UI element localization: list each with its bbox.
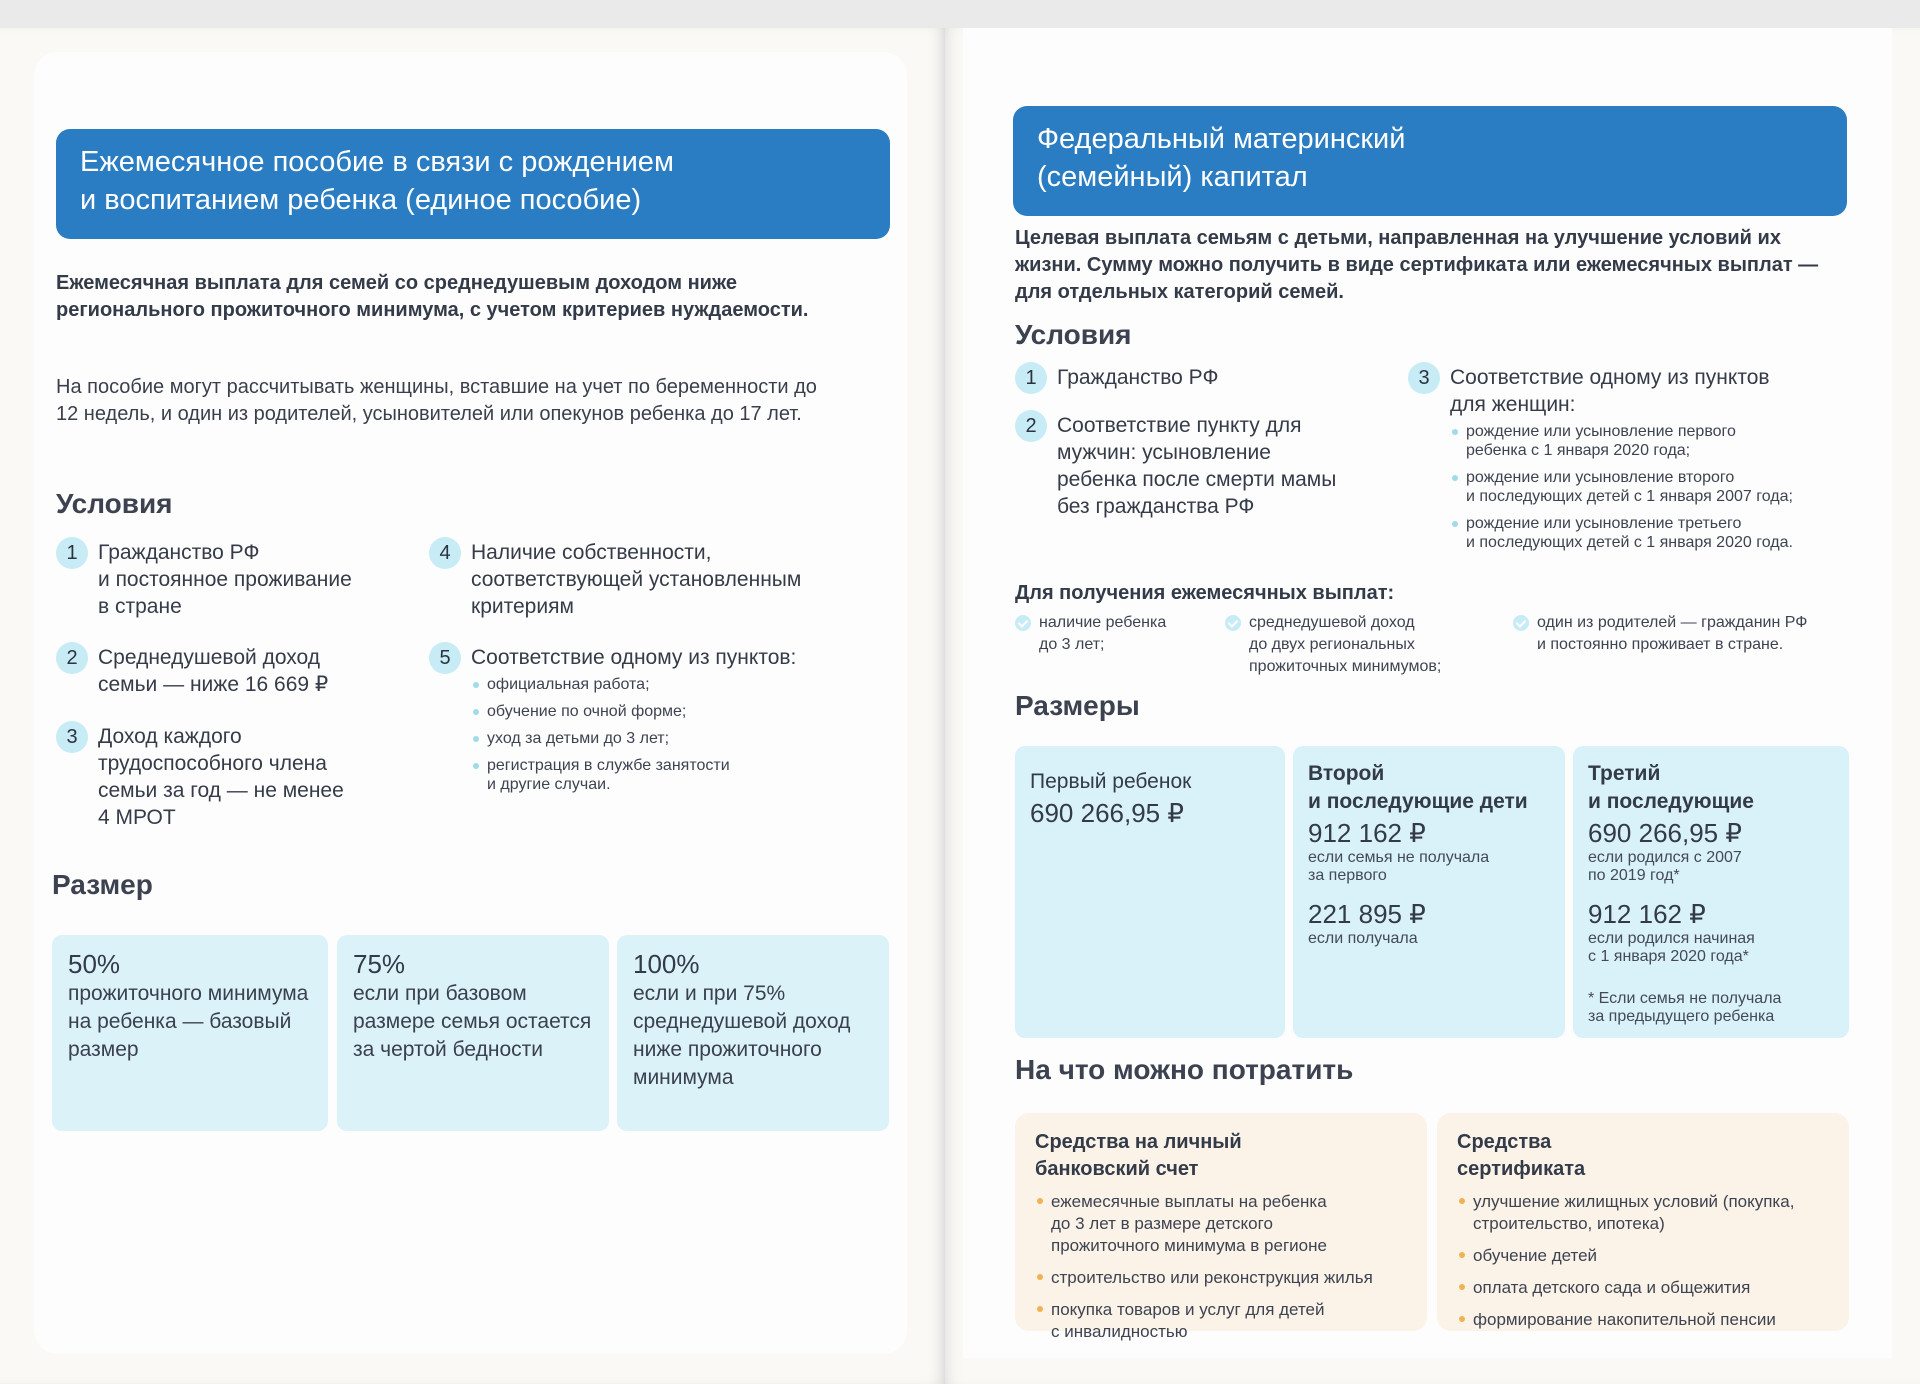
- size-tile-first-child: [1015, 746, 1285, 1038]
- list-item: обучение по очной форме;: [471, 702, 796, 721]
- list-item: строительство или реконструкция жилья: [1035, 1267, 1407, 1289]
- size-description: прожиточного минимума на ребенка — базовый размер: [68, 982, 309, 1061]
- condition-number: 3: [56, 721, 88, 753]
- condition-item: [1408, 364, 1858, 560]
- unified-benefit-banner: Ежемесячное пособие в связи с рождением и воспитанием ребенка (единое пособие): [56, 129, 890, 239]
- condition-text: Среднедушевой доход семьи — ниже 16 669 ₽: [98, 646, 329, 696]
- condition-item: [1015, 364, 1395, 394]
- spend-list: [1457, 1191, 1829, 1331]
- list-item: улучшение жилищных условий (покупка, строительство, ипотека): [1457, 1191, 1829, 1235]
- condition-number: 2: [56, 642, 88, 674]
- size-percent: 100%: [633, 949, 700, 979]
- check-icon: [1225, 615, 1241, 631]
- spend-card-bank-account: [1015, 1113, 1427, 1341]
- monthly-condition-text: среднедушевой доход до двух региональных прожиточных минимумов;: [1249, 614, 1442, 675]
- conditions-heading: Условия: [56, 488, 173, 519]
- spend-card-certificate: [1437, 1113, 1849, 1331]
- left-page-card: [34, 52, 907, 1354]
- size-value: 690 266,95 ₽: [1588, 818, 1742, 848]
- size-note: если получала: [1308, 930, 1418, 947]
- condition-text: Гражданство РФ: [1057, 366, 1219, 389]
- maternity-capital-lead: Целевая выплата семьям с детьми, направленная на улучшение условий их жизни. Сумму можно получить в виде сертификата или ежемесячных выплат — для отдельных категорий семей.: [1015, 227, 1819, 303]
- condition-number: 2: [1015, 410, 1047, 442]
- conditions-heading: Условия: [1015, 319, 1132, 350]
- monthly-condition: [1513, 612, 1863, 656]
- size-value: 912 162 ₽: [1308, 818, 1426, 848]
- list-item: официальная работа;: [471, 675, 796, 694]
- condition-number: 4: [429, 537, 461, 569]
- monthly-payments-heading: Для получения ежемесячных выплат:: [1015, 582, 1395, 604]
- size-tile-second-child: [1293, 746, 1565, 1038]
- size-value: 690 266,95 ₽: [1030, 798, 1184, 828]
- size-tile: [617, 935, 889, 1131]
- size-heading: Размер: [52, 869, 153, 900]
- left-page: [0, 28, 945, 1384]
- size-tile: [337, 935, 609, 1131]
- spend-list: [1035, 1191, 1407, 1343]
- condition-text: Гражданство РФ и постоянное проживание в стране: [98, 541, 352, 618]
- size-tile-title: Третий и последующие: [1588, 762, 1754, 813]
- list-item: обучение детей: [1457, 1245, 1829, 1267]
- unified-benefit-lead: Ежемесячная выплата для семей со среднедушевым доходом ниже регионального прожиточного минимума, с учетом критериев нуждаемости.: [56, 272, 809, 321]
- condition-number: 3: [1408, 362, 1440, 394]
- condition5-list: [471, 675, 796, 794]
- monthly-condition: [1015, 612, 1215, 656]
- right-page: [945, 28, 1920, 1384]
- condition-item: [56, 539, 396, 620]
- condition-text: Соответствие одному из пунктов для женщин:: [1450, 366, 1770, 416]
- list-item: рождение или усыновление третьего и последующих детей с 1 января 2020 года.: [1450, 514, 1793, 552]
- list-item: рождение или усыновление первого ребенка с 1 января 2020 года;: [1450, 422, 1793, 460]
- monthly-condition-text: один из родителей — гражданин РФ и постоянно проживает в стране.: [1537, 614, 1808, 653]
- list-item: ежемесячные выплаты на ребенка до 3 лет в размере детского прожиточного минимума в регионе: [1035, 1191, 1407, 1257]
- size-tile-third-child: [1573, 746, 1849, 1038]
- monthly-condition-text: наличие ребенка до 3 лет;: [1039, 614, 1167, 653]
- size-note: если семья не получала за первого: [1308, 849, 1490, 884]
- list-item: формирование накопительной пенсии: [1457, 1309, 1829, 1331]
- check-icon: [1015, 615, 1031, 631]
- right-page-card: [963, 28, 1892, 1358]
- condition-text: Доход каждого трудоспособного члена семьи за год — не менее 4 МРОТ: [98, 725, 344, 829]
- size-description: если при базовом размере семья остается за чертой бедности: [353, 982, 592, 1061]
- brochure-spread: [0, 28, 1920, 1384]
- condition3-list: [1450, 422, 1793, 552]
- list-item: покупка товаров и услуг для детей с инвалидностью: [1035, 1299, 1407, 1343]
- condition-text: Соответствие пункту для мужчин: усыновление ребенка после смерти мамы без гражданства РФ: [1057, 414, 1337, 518]
- condition-item: [1015, 412, 1395, 520]
- condition-text: Соответствие одному из пунктов:: [471, 646, 797, 669]
- spend-heading: На что можно потратить: [1015, 1054, 1354, 1085]
- sizes-heading: Размеры: [1015, 690, 1140, 721]
- condition-text: Наличие собственности, соответствующей установленным критериям: [471, 541, 802, 618]
- size-value: 221 895 ₽: [1308, 899, 1426, 929]
- size-tile-title: Второй и последующие дети: [1308, 762, 1528, 813]
- spend-card-title: Средства на личный банковский счет: [1035, 1131, 1242, 1180]
- condition-item: [56, 723, 396, 831]
- size-note: если родился начиная с 1 января 2020 года*: [1588, 930, 1755, 965]
- list-item: уход за детьми до 3 лет;: [471, 729, 796, 748]
- list-item: рождение или усыновление второго и последующих детей с 1 января 2007 года;: [1450, 468, 1793, 506]
- size-note: если родился с 2007 по 2019 год*: [1588, 849, 1742, 884]
- condition-item: [56, 644, 396, 698]
- condition-number: 5: [429, 642, 461, 674]
- condition-item: [429, 644, 869, 802]
- size-percent: 50%: [68, 949, 121, 979]
- size-footnote: * Если семья не получала за предыдущего ребенка: [1588, 990, 1782, 1025]
- spend-card-title: Средства сертификата: [1457, 1131, 1586, 1180]
- size-description: если и при 75% среднедушевой доход ниже прожиточного минимума: [633, 982, 851, 1089]
- size-value: 912 162 ₽: [1588, 899, 1706, 929]
- size-tile-title: Первый ребенок: [1030, 770, 1192, 793]
- monthly-condition: [1225, 612, 1485, 678]
- list-item: регистрация в службе занятости и другие случаи.: [471, 756, 796, 794]
- condition-item: [429, 539, 869, 620]
- check-icon: [1513, 615, 1529, 631]
- unified-benefit-eligibility: На пособие могут рассчитывать женщины, вставшие на учет по беременности до 12 недель, и один из родителей, усыновителей или опекунов ребенка до 17 лет.: [56, 376, 817, 425]
- condition-number: 1: [1015, 362, 1047, 394]
- maternity-capital-banner: Федеральный материнский (семейный) капитал: [1013, 106, 1847, 216]
- size-percent: 75%: [353, 949, 406, 979]
- size-tile: [52, 935, 328, 1131]
- list-item: оплата детского сада и общежития: [1457, 1277, 1829, 1299]
- condition-number: 1: [56, 537, 88, 569]
